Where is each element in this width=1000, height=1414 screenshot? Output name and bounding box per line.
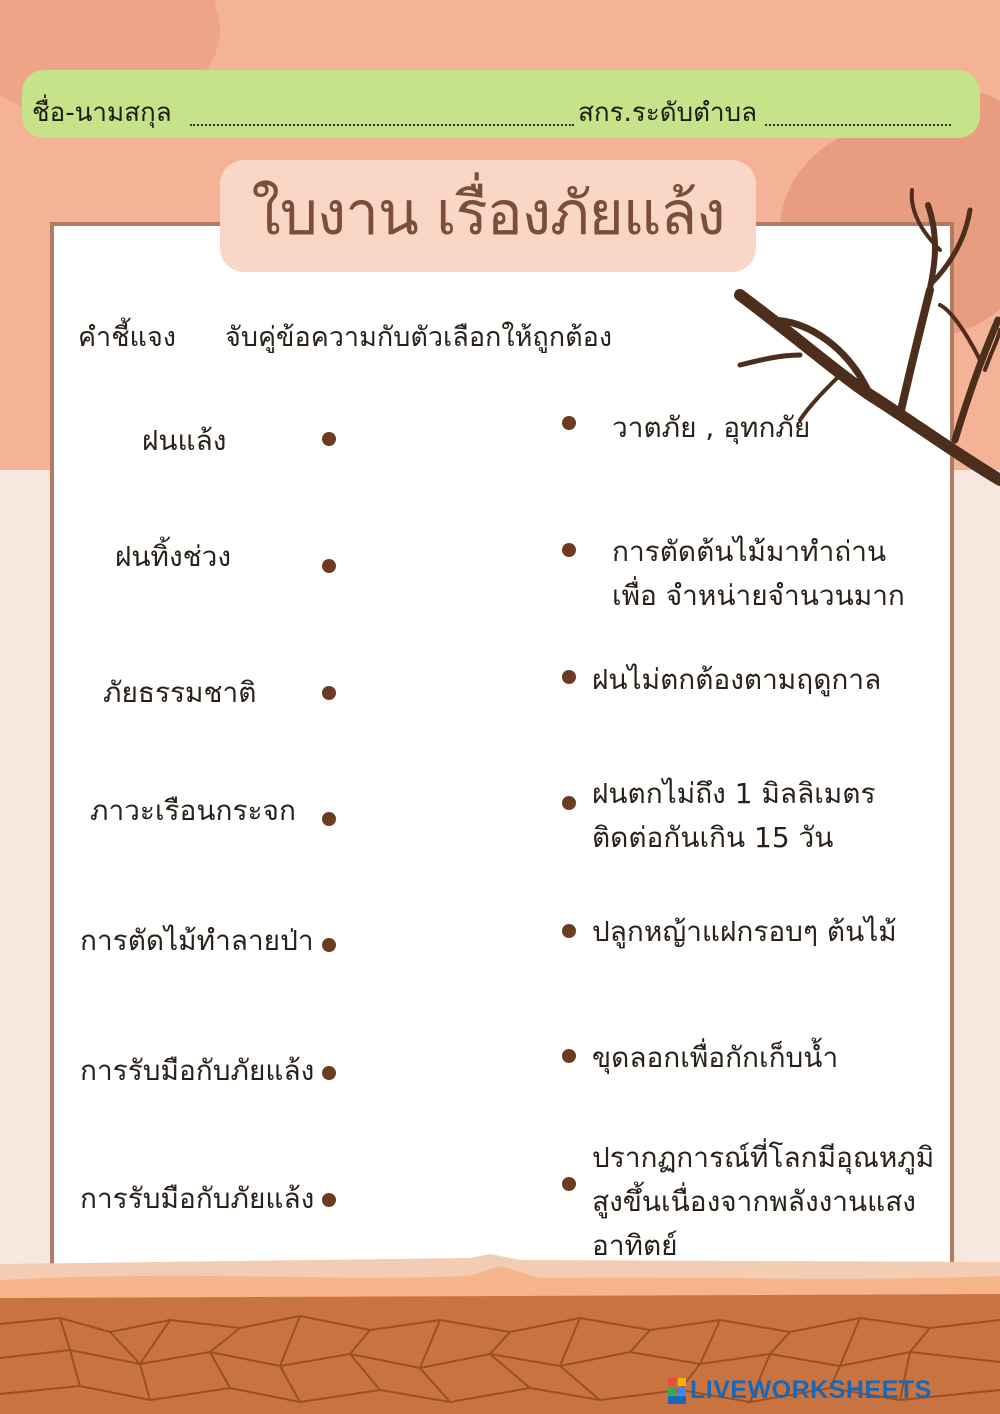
location-label: สกร.ระดับตำบล (578, 98, 758, 128)
left-item-3: ภัยธรรมชาติ (103, 676, 257, 709)
right-match-dot-6[interactable] (562, 1049, 576, 1063)
left-match-dot-5[interactable] (322, 938, 336, 952)
left-match-dot-3[interactable] (322, 686, 336, 700)
right-match-dot-5[interactable] (562, 924, 576, 938)
left-item-7: การรับมือกับภัยแล้ง (80, 1182, 315, 1215)
left-match-dot-7[interactable] (322, 1193, 336, 1207)
left-match-dot-1[interactable] (322, 432, 336, 446)
location-input-line[interactable] (765, 124, 951, 126)
left-item-2: ฝนทิ้งช่วง (115, 540, 232, 573)
right-item-5: ปลูกหญ้าแฝกรอบๆ ต้นไม้ (592, 915, 897, 948)
right-item-2: การตัดต้นไม้มาทำถ่านเพื่อ จำหน่ายจำนวนมาก (612, 535, 905, 612)
instruction-text: จับคู่ข้อความกับตัวเลือกให้ถูกต้อง (225, 322, 613, 353)
right-item-6: ขุดลอกเพื่อกักเก็บน้ำ (592, 1041, 839, 1074)
right-match-dot-2[interactable] (562, 543, 576, 557)
left-item-6: การรับมือกับภัยแล้ง (80, 1054, 315, 1087)
page-title: ใบงาน เรื่องภัยแล้ง (251, 179, 725, 249)
instruction-label: คำชี้แจง (78, 322, 176, 353)
left-match-dot-2[interactable] (322, 559, 336, 573)
right-match-dot-1[interactable] (562, 416, 576, 430)
dry-tree-branch-icon (730, 180, 1000, 500)
right-match-dot-4[interactable] (562, 796, 576, 810)
right-match-dot-3[interactable] (562, 670, 576, 684)
left-match-dot-4[interactable] (322, 812, 336, 826)
right-item-4: ฝนตกไม่ถึง 1 มิลลิเมตร ติดต่อกันเกิน 15 วัน (592, 777, 876, 854)
left-item-5: การตัดไม้ทำลายป่า (80, 924, 314, 957)
left-item-4: ภาวะเรือนกระจก (90, 794, 296, 827)
name-label: ชื่อ-นามสกุล (32, 98, 172, 128)
right-item-1: วาตภัย , อุทกภัย (612, 411, 811, 444)
right-match-dot-7[interactable] (562, 1177, 576, 1191)
right-item-3: ฝนไม่ตกต้องตามฤดูกาล (592, 663, 882, 696)
liveworksheets-watermark: LIVEWORKSHEETS (690, 1376, 932, 1404)
liveworksheets-logo-icon (668, 1378, 686, 1404)
left-match-dot-6[interactable] (322, 1066, 336, 1080)
right-item-7: ปรากฏการณ์ที่โลกมีอุณหภูมิ สูงขึ้นเนื่องจากพลังงานแสง อาทิตย์ (592, 1141, 935, 1262)
left-item-1: ฝนแล้ง (142, 424, 227, 457)
name-input-line[interactable] (190, 124, 574, 126)
